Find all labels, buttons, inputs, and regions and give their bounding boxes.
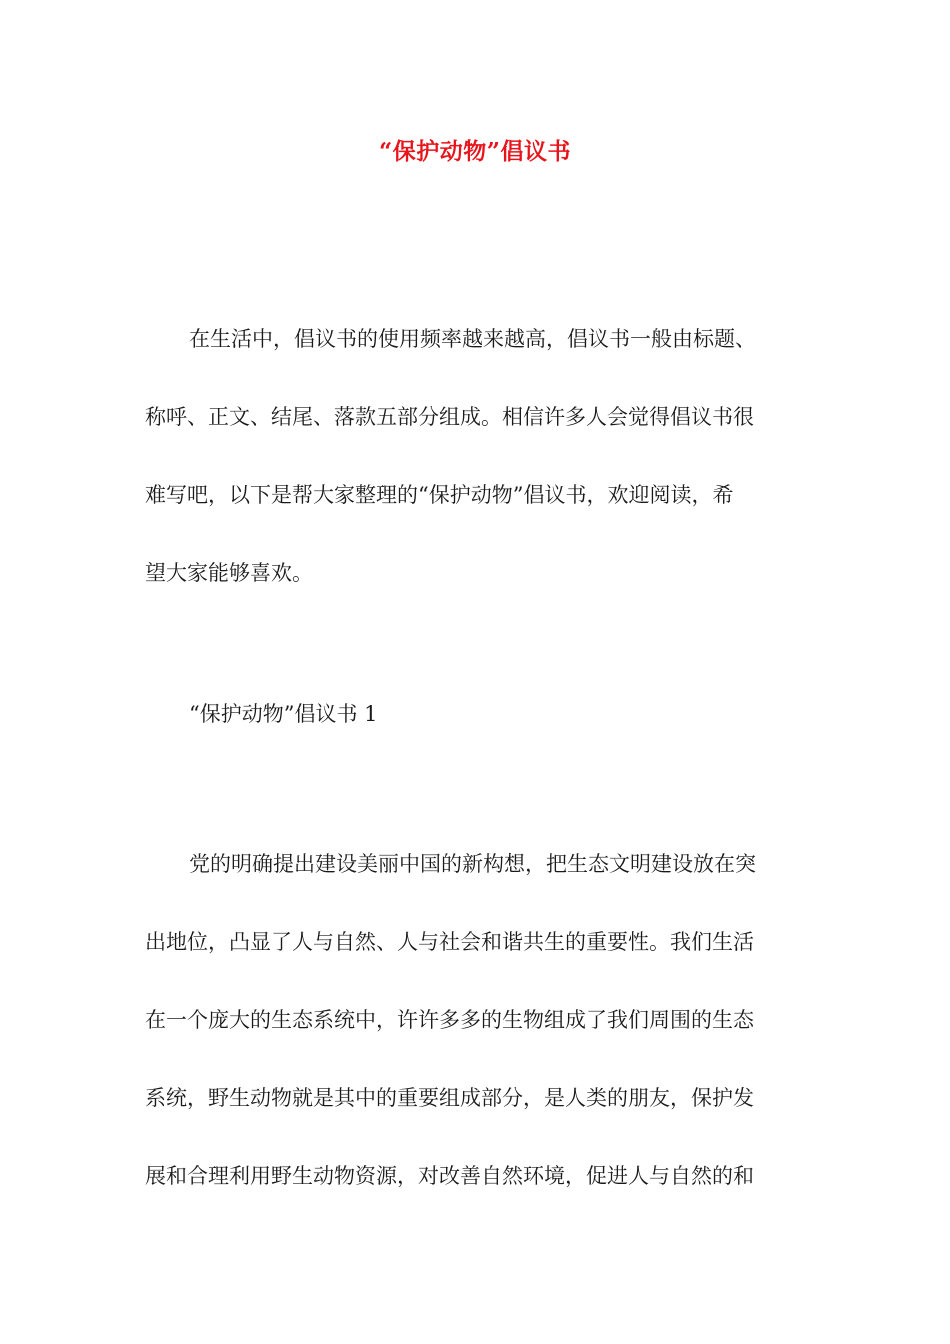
intro-paragraph bbox=[145, 300, 805, 612]
body-line: 出地位，凸显了人与自然、人与社会和谐共生的重要性。我们生活 bbox=[145, 930, 754, 954]
intro-line: 望大家能够喜欢。 bbox=[145, 561, 313, 585]
body-line: 党的明确提出建设美丽中国的新构想，把生态文明建设放在突 bbox=[189, 852, 756, 876]
body-line: 系统，野生动物就是其中的重要组成部分，是人类的朋友，保护发 bbox=[145, 1086, 754, 1110]
body-line: 展和合理利用野生动物资源，对改善自然环境，促进人与自然的和 bbox=[145, 1164, 754, 1188]
intro-line: 难写吧，以下是帮大家整理的“保护动物”倡议书，欢迎阅读，希 bbox=[145, 483, 734, 507]
body-line: 在一个庞大的生态系统中，许许多多的生物组成了我们周围的生态 bbox=[145, 1008, 754, 1032]
body-paragraph bbox=[145, 825, 805, 1215]
document-title: “保护动物”倡议书 bbox=[379, 138, 571, 165]
section-heading: “保护动物”倡议书 1 bbox=[189, 702, 378, 726]
intro-line: 称呼、正文、结尾、落款五部分组成。相信许多人会觉得倡议书很 bbox=[145, 405, 754, 429]
intro-line: 在生活中，倡议书的使用频率越来越高，倡议书一般由标题、 bbox=[189, 327, 756, 351]
